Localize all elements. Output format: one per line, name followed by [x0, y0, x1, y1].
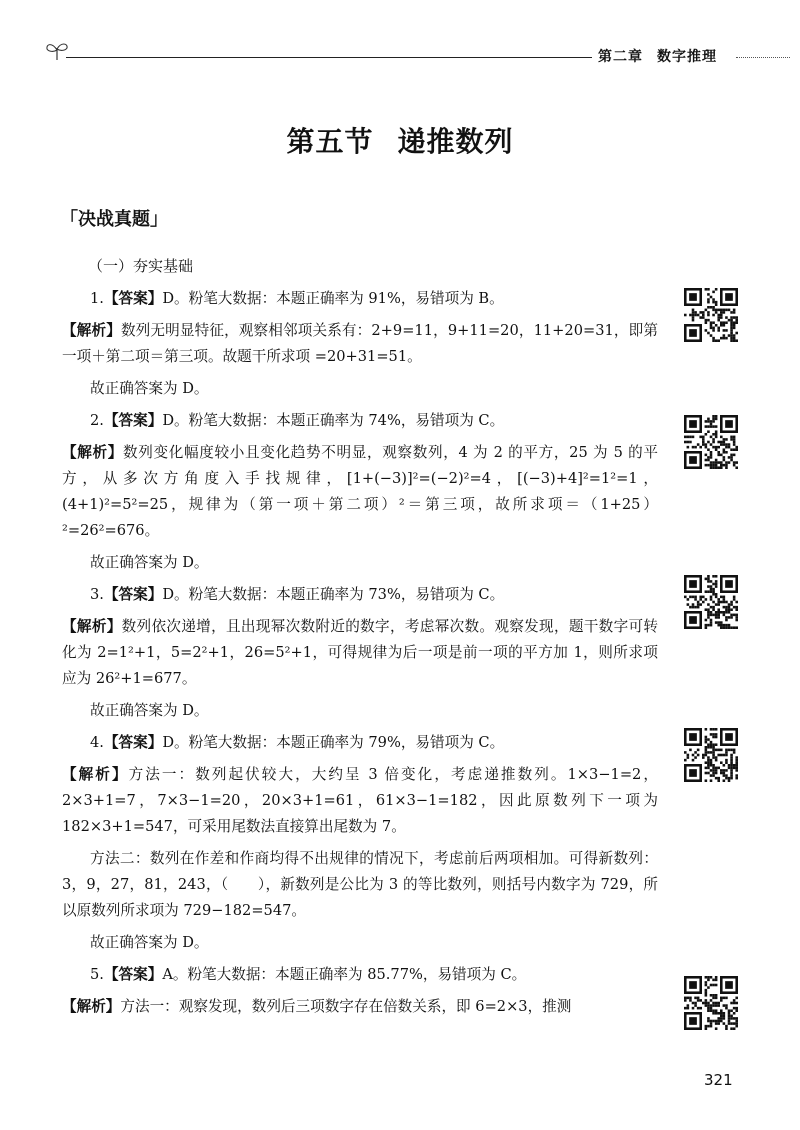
qr-code-icon[interactable] [684, 415, 738, 469]
analysis-text: 方法一：数列起伏较大，大约呈 3 倍变化，考虑递推数列。1×3−1=2，2×3+1=7，7×3−1=20，20×3+1=61，61×3−1=182，因此原数列下一项为 182×3+1=547，可采用尾数法直接算出尾数为 7。 [62, 766, 658, 835]
chapter-label: 第二章 [598, 49, 643, 65]
running-header [598, 46, 731, 66]
analysis-text: 数列无明显特征，观察相邻项关系有：2+9=11，9+11=20，11+20=31，即第一项＋第二项＝第三项。故题干所求项 =20+31=51。 [62, 322, 658, 365]
answer-text: A。粉笔大数据：本题正确率为 85.77%，易错项为 C。 [162, 966, 527, 983]
q3-conclusion: 故正确答案为 D。 [90, 702, 209, 719]
q4-method2: 方法二：数列在作差和作商均得不出规律的情况下，考虑前后两项相加。可得新数列：3，9，27，81，243，（ ），新数列是公比为 3 的等比数列，则括号内数字为 729，所以原数列所求项为 729−182=547。 [62, 850, 658, 919]
q4-analysis [62, 762, 658, 840]
answer-tag: 【答案】 [103, 290, 163, 307]
q1-analysis [62, 318, 658, 370]
page-number: 321 [704, 1071, 733, 1089]
answer-text: D。粉笔大数据：本题正确率为 79%，易错项为 C。 [162, 734, 505, 751]
title-topic: 递推数列 [397, 125, 514, 158]
header-rule [66, 57, 592, 58]
qr-code-icon[interactable] [684, 288, 738, 342]
q2-conclusion: 故正确答案为 D。 [90, 554, 209, 571]
analysis-text: 数列依次递增，且出现幂次数附近的数字，考虑幂次数。观察发现，题干数字可转化为 2=1²+1，5=2²+1，26=5²+1，可得规律为后一项是前一项的平方加 1，则所求项应为 26²+1=677。 [62, 618, 658, 687]
qr-code-icon[interactable] [684, 976, 738, 1030]
answer-content [62, 286, 658, 1026]
answer-text: D。粉笔大数据：本题正确率为 73%，易错项为 C。 [162, 586, 505, 603]
q5-analysis [62, 994, 658, 1020]
analysis-tag: 【解析】 [62, 998, 121, 1015]
analysis-tag: 【解析】 [62, 766, 129, 783]
answer-tag: 【答案】 [103, 734, 163, 751]
analysis-text: 方法一：观察发现，数列后三项数字存在倍数关系，即 6=2×3，推测 [120, 998, 572, 1015]
analysis-text: 数列变化幅度较小且变化趋势不明显，观察数列，4 为 2 的平方，25 为 5 的平方，从多次方角度入手找规律，[1+(−3)]²=(−2)²=4，[(−3)+4]²=1²=1，(4+1)²=5²=25，规律为（第一项＋第二项）²＝第三项，故所求项＝（1+25）²=26²=676。 [62, 444, 658, 539]
q3-answer: 3.【答案】D。粉笔大数据：本题正确率为 73%，易错项为 C。 [90, 586, 505, 603]
title-section: 第五节 [286, 125, 374, 158]
qr-code-icon[interactable] [684, 575, 738, 629]
analysis-tag: 【解析】 [62, 444, 123, 461]
q5-answer: 5.【答案】A。粉笔大数据：本题正确率为 85.77%，易错项为 C。 [90, 966, 527, 983]
subsection-heading: （一）夯实基础 [88, 257, 194, 275]
answer-tag: 【答案】 [103, 586, 163, 603]
analysis-tag: 【解析】 [62, 618, 122, 635]
sprout-icon [44, 40, 70, 62]
q3-analysis [62, 614, 658, 692]
answer-tag: 【答案】 [103, 966, 163, 983]
section-label: 「决战真题」 [60, 209, 168, 230]
header-dotted-rule [736, 57, 790, 58]
answer-tag: 【答案】 [103, 412, 163, 429]
q1-answer: 1.【答案】D。粉笔大数据：本题正确率为 91%，易错项为 B。 [90, 290, 504, 307]
answer-text: D。粉笔大数据：本题正确率为 91%，易错项为 B。 [162, 290, 504, 307]
page-title [0, 120, 800, 160]
q4-answer: 4.【答案】D。粉笔大数据：本题正确率为 79%，易错项为 C。 [90, 734, 505, 751]
qr-code-icon[interactable] [684, 728, 738, 782]
analysis-tag: 【解析】 [62, 322, 121, 339]
q2-answer: 2.【答案】D。粉笔大数据：本题正确率为 74%，易错项为 C。 [90, 412, 505, 429]
q2-analysis [62, 440, 658, 544]
answer-text: D。粉笔大数据：本题正确率为 74%，易错项为 C。 [162, 412, 505, 429]
q1-conclusion: 故正确答案为 D。 [90, 380, 209, 397]
q4-conclusion: 故正确答案为 D。 [90, 934, 209, 951]
chapter-subject: 数字推理 [657, 49, 717, 65]
